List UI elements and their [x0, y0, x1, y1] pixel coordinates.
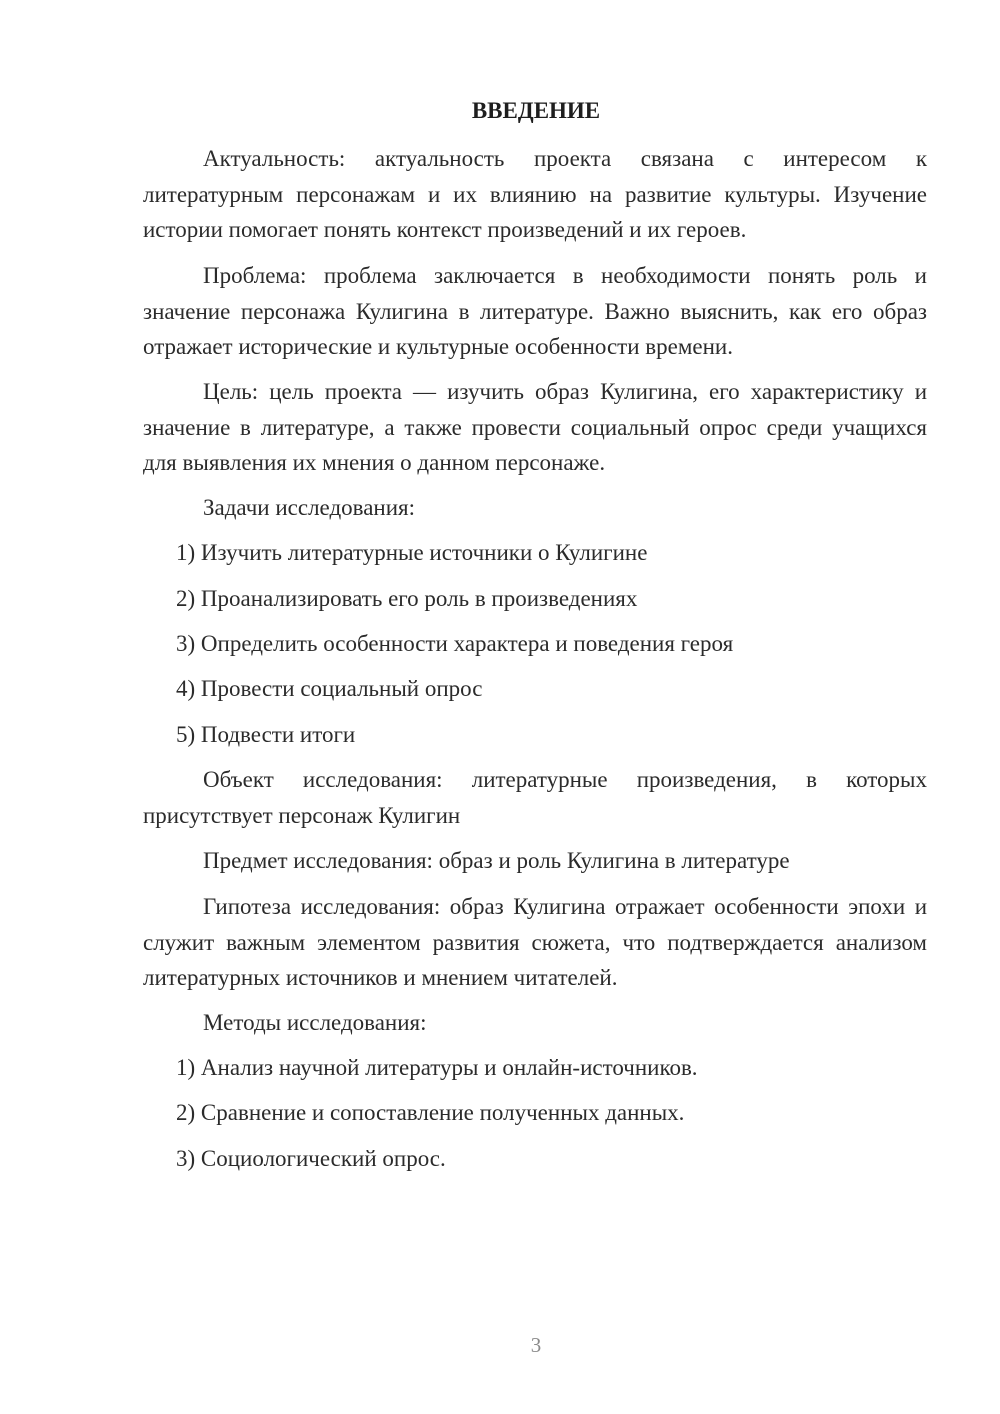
page-title: ВВЕДЕНИЕ — [471, 98, 601, 123]
problem-paragraph: Проблема: проблема заключается в необходимости понять роль и значение персонажа Кулигина в литературе. Важно выяснить, как его образ отражает исторические и культурные особенности времени. — [143, 263, 927, 359]
method-item-2: 2) Сравнение и сопоставление полученных данных. — [176, 1100, 685, 1125]
relevance-paragraph: Актуальность: актуальность проекта связана с интересом к литературным персонажам и их влиянию на развитие культуры. Изучение истории помогает понять контекст произведений и их героев. — [143, 146, 927, 242]
task-item-4: 4) Провести социальный опрос — [176, 676, 483, 701]
task-item-1: 1) Изучить литературные источники о Кулигине — [176, 540, 648, 565]
task-item-3: 3) Определить особенности характера и поведения героя — [176, 631, 734, 656]
tasks-title: Задачи исследования: — [203, 495, 416, 520]
object-paragraph: Объект исследования: литературные произведения, в которых присутствует персонаж Кулигин — [143, 767, 927, 828]
task-item-5: 5) Подвести итоги — [176, 722, 356, 747]
hypothesis-paragraph: Гипотеза исследования: образ Кулигина отражает особенности эпохи и служит важным элементом развития сюжета, что подтверждается анализом литературных источников и мнением читателей. — [143, 894, 927, 990]
goal-paragraph: Цель: цель проекта — изучить образ Кулигина, его характеристику и значение в литературе, а также провести социальный опрос среди учащихся для выявления их мнения о данном персонаже. — [143, 379, 927, 475]
task-item-2: 2) Проанализировать его роль в произведениях — [176, 586, 638, 611]
method-item-1: 1) Анализ научной литературы и онлайн-источников. — [176, 1055, 698, 1080]
method-item-3: 3) Социологический опрос. — [176, 1146, 446, 1171]
methods-title: Методы исследования: — [203, 1010, 427, 1035]
page-number: 3 — [530, 1333, 542, 1357]
subject-paragraph: Предмет исследования: образ и роль Кулигина в литературе — [203, 848, 790, 873]
